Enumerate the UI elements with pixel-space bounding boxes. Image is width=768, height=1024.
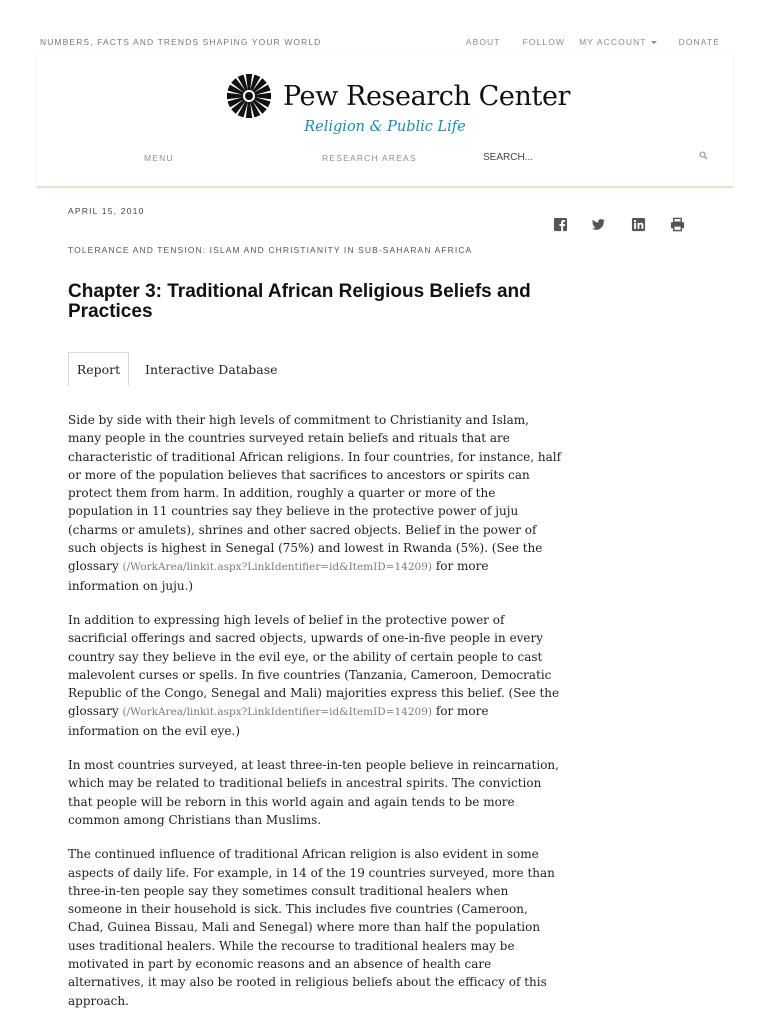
site-tagline: NUMBERS, FACTS AND TRENDS SHAPING YOUR WORLD: [40, 37, 322, 47]
facebook-icon: [553, 217, 568, 232]
org-name: Pew Research Center: [283, 80, 571, 112]
masthead: [37, 52, 733, 188]
tab-interactive-database[interactable]: Interactive Database: [145, 361, 278, 377]
site-logo[interactable]: [225, 72, 570, 120]
menu-button[interactable]: MENU: [144, 153, 174, 163]
linkedin-share-button[interactable]: [631, 217, 646, 232]
tab-report[interactable]: Report: [68, 352, 129, 386]
about-link[interactable]: ABOUT: [465, 37, 501, 47]
logo-sunburst-icon: [225, 72, 273, 120]
search-icon[interactable]: [699, 151, 708, 160]
section-subtitle[interactable]: Religion & Public Life: [304, 119, 466, 135]
linkedin-icon: [631, 217, 646, 232]
glossary-link[interactable]: (/WorkArea/linkit.aspx?LinkIdentifier=id&ItemID=14209): [122, 706, 432, 719]
my-account-label: MY ACCOUNT: [579, 37, 647, 47]
print-icon: [670, 217, 685, 232]
report-tabs: [68, 352, 278, 385]
article-date: APRIL 15, 2010: [68, 206, 145, 216]
twitter-share-button[interactable]: [591, 217, 606, 232]
follow-link[interactable]: FOLLOW: [522, 37, 566, 47]
glossary-link[interactable]: (/WorkArea/linkit.aspx?LinkIdentifier=id&ItemID=14209): [122, 561, 432, 574]
paragraph: The continued influence of traditional African religion is also evident in some aspects of daily life. For example, in 14 of the 19 countries surveyed, more than three-in-ten people say they sometimes consult traditional healers when someone in their household is sick. This includes five countries (Cameroon, Chad, Guinea Bissau, Mali and Senegal) where more than half the population uses traditional healers. While the recourse to traditional healers may be motivated in part by economic reasons and an absence of health care alternatives, it may also be rooted in religious beliefs about the efficacy of this approach.: [68, 847, 555, 1008]
facebook-share-button[interactable]: [553, 217, 568, 232]
my-account-menu[interactable]: [579, 37, 657, 47]
paragraph-text: In addition to expressing high levels of belief in the protective power of sacrificial offerings and sacred objects, upwards of one-in-five people in every country say they believe in the evil eye, or the ability of certain people to cast malevolent curses or spells. In five countries (Tanzania, Cameroon, Democratic Republic of the Congo, Senegal and Mali) majorities express this belief. (See the glossary: [68, 612, 560, 719]
paragraph: [68, 411, 563, 595]
paragraph: [68, 611, 563, 740]
search-input[interactable]: [483, 147, 713, 167]
paragraph-text: for more information on juju.): [68, 559, 489, 593]
twitter-icon: [591, 217, 606, 232]
page-title: Chapter 3: Traditional African Religious Beliefs and Practices: [68, 281, 531, 322]
chevron-down-icon: [651, 41, 657, 44]
series-breadcrumb[interactable]: TOLERANCE AND TENSION: ISLAM AND CHRISTIANITY IN SUB-SAHARAN AFRICA: [68, 245, 473, 255]
paragraph-text: Side by side with their high levels of commitment to Christianity and Islam, many people in the countries surveyed retain beliefs and rituals that are characteristic of traditional African religions. In four countries, for instance, half or more of the population believes that sacrifices to ancestors or spirits can protect them from harm. In addition, roughly a quarter or more of the population in 11 countries say they believe in the protective power of juju (charms or amulets), shrines and other sacred objects. Belief in the power of such objects is highest in Senegal (75%) and lowest in Rwanda (5%). (See the glossary: [68, 413, 562, 574]
top-links: [466, 37, 720, 47]
donate-link[interactable]: DONATE: [678, 37, 720, 47]
article-body: [68, 411, 563, 1024]
research-areas-button[interactable]: RESEARCH AREAS: [322, 153, 417, 163]
print-button[interactable]: [670, 217, 685, 232]
top-bar: [0, 0, 768, 54]
paragraph-text: for more information on the evil eye.): [68, 704, 489, 738]
paragraph: In most countries surveyed, at least three-in-ten people believe in reincarnation, which may be related to traditional beliefs in ancestral spirits. The conviction that people will be reborn in this world again and again tends to be more common among Christians than Muslims.: [68, 758, 559, 827]
